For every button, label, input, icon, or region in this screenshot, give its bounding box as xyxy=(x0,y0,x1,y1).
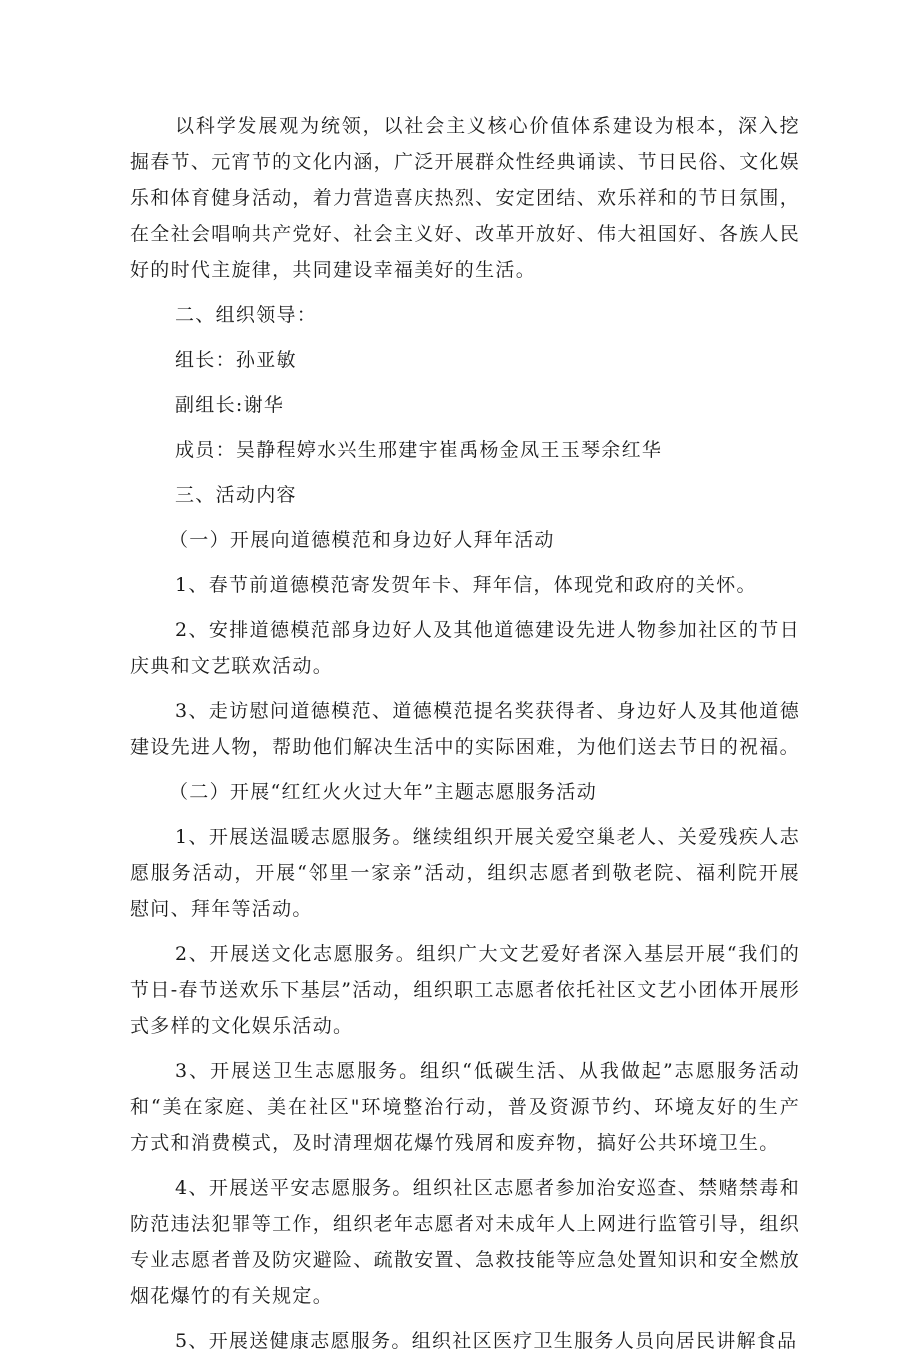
deputy-leader-line: 副组长:谢华 xyxy=(175,394,285,416)
list-item: 2、安排道德模范部身边好人及其他道德建设先进人物参加社区的节日庆典和文艺联欢活动。 xyxy=(130,619,800,677)
list-item: 4、开展送平安志愿服务。组织社区志愿者参加治安巡查、禁赌禁毒和防范违法犯罪等工作，组织老年志愿者对未成年人上网进行监管引导，组织专业志愿者普及防灾避险、疏散安置、急救技能等应急处置知识和安全燃放烟花爆竹的有关规定。 xyxy=(130,1177,800,1307)
list-item: 3、走访慰问道德模范、道德模范提名奖获得者、身边好人及其他道德建设先进人物，帮助他们解决生活中的实际困难，为他们送去节日的祝福。 xyxy=(130,700,800,758)
heading-organization-leadership: 二、组织领导： xyxy=(175,304,318,326)
members-line: 成员：吴静程婷水兴生邢建宇崔禹杨金凤王玉琴余红华 xyxy=(175,439,663,461)
list-item: 5、开展送健康志愿服务。组织社区医疗卫生服务人员向居民讲解食品 xyxy=(175,1330,798,1352)
subheading-volunteer-service: （二）开展“红红火火过大年”主题志愿服务活动 xyxy=(169,781,598,803)
subheading-moral-models: （一）开展向道德模范和身边好人拜年活动 xyxy=(169,529,555,551)
list-item: 3、开展送卫生志愿服务。组织“低碳生活、从我做起”志愿服务活动和“美在家庭、美在社区"环境整治行动，普及资源节约、环境友好的生产方式和消费模式，及时清理烟花爆竹残屑和废弃物，搞好公共环境卫生。 xyxy=(130,1060,800,1154)
list-item: 1、开展送温暖志愿服务。继续组织开展关爱空巢老人、关爱残疾人志愿服务活动，开展“邻里一家亲”活动，组织志愿者到敬老院、福利院开展慰问、拜年等活动。 xyxy=(130,826,800,920)
paragraph-guiding-principle: 以科学发展观为统领，以社会主义核心价值体系建设为根本，深入挖掘春节、元宵节的文化内涵，广泛开展群众性经典诵读、节日民俗、文化娱乐和体育健身活动，着力营造喜庆热烈、安定团结、欢乐祥和的节日氛围，在全社会唱响共产党好、社会主义好、改革开放好、伟大祖国好、各族人民好的时代主旋律，共同建设幸福美好的生活。 xyxy=(130,115,800,281)
document-page xyxy=(130,108,800,1368)
list-item: 2、开展送文化志愿服务。组织广大文艺爱好者深入基层开展“我们的节日-春节送欢乐下基层”活动，组织职工志愿者依托社区文艺小团体开展形式多样的文化娱乐活动。 xyxy=(130,943,800,1037)
team-leader-line: 组长：孙亚敏 xyxy=(175,349,297,371)
heading-activity-content: 三、活动内容 xyxy=(175,484,297,506)
list-item: 1、春节前道德模范寄发贺年卡、拜年信，体现党和政府的关怀。 xyxy=(175,574,757,596)
